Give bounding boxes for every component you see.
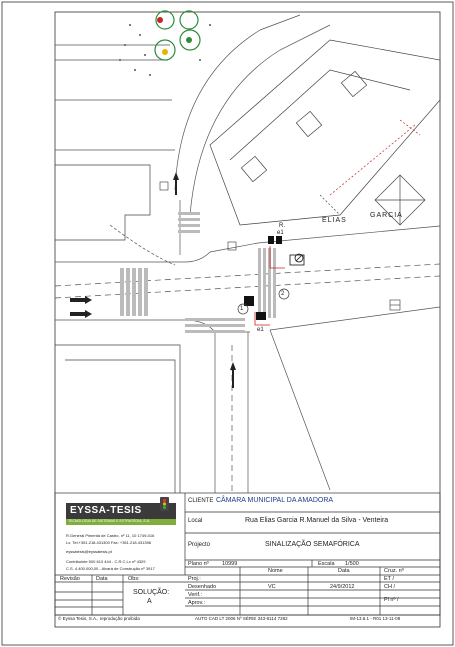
desenhado-data: 24/9/2012 (330, 584, 355, 590)
company-phone: Lx. Tel:+351.218.431300 Fax: +351.218.431396 (66, 540, 152, 545)
local-label: Local (188, 518, 203, 524)
crosswalks (120, 212, 276, 333)
footer-software: AUTO CAD LT 2006 Nº SÉRIE 343-8114 7282 (195, 616, 288, 621)
marker-2-label: 2 (281, 291, 285, 297)
solucao-label: SOLUÇÃO: (133, 589, 170, 596)
ch-label: CH / (384, 584, 395, 590)
trees (119, 11, 211, 76)
verif-label: Verif.: (188, 592, 203, 598)
projecto-value: SINALIZAÇÃO SEMAFÓRICA (265, 541, 360, 548)
signal-head-top (268, 236, 274, 244)
escala-label: Escala (318, 561, 335, 567)
crosswalk-bottom (185, 318, 245, 333)
crosswalk-left (120, 268, 148, 316)
data-label: Data (96, 576, 108, 582)
projecto-label: Projecto (188, 542, 211, 548)
footer-copyright: © Eyssa Tesis, S.A., reprodução proibida (58, 616, 140, 621)
upper-curved-road (55, 15, 330, 215)
aprov-label: Aprov.: (188, 600, 206, 606)
plano-label: Plano nº (188, 561, 209, 567)
signal-label-e1-bottom: e1 (257, 327, 264, 333)
footer-code: IM-13.6.1 - R01 13-11-08 (350, 616, 401, 621)
pl-label: Pl nº / (384, 597, 399, 603)
desenhado-label: Desenhado (188, 584, 217, 590)
solucao-value: A (147, 598, 152, 605)
lane-arrows (70, 172, 236, 388)
company-email: eyssatesis@eyssatesis.pt (66, 549, 112, 554)
proj-label: Proj.: (188, 576, 201, 582)
road-edges (55, 200, 440, 493)
street-label-left: ELIAS (322, 217, 347, 224)
company-tagline: TECNOLOGIA DE SISTEMAS E ESTRATÉGIA, S.A. (68, 519, 151, 523)
street-label-right: GARCIA (370, 212, 403, 219)
building-block (210, 40, 440, 225)
desenhado-nome: VC (268, 584, 276, 590)
crosswalk-right (258, 248, 276, 318)
plano-value: 10999 (222, 561, 238, 567)
left-building (55, 165, 180, 493)
revisao-label: Revisão (60, 576, 80, 582)
company-address: R.General Pimenta de Castro, nº 11, 10 1749-016 (66, 533, 155, 538)
col-data: Data (338, 568, 350, 574)
company-capital: C.S. 4.400.000,00 - Alvará de Construção nº 3917 (66, 566, 155, 571)
client-label: CLIENTE (188, 498, 214, 504)
signal-label-e1-top: e1 (277, 230, 284, 236)
crosswalk-top (178, 212, 200, 233)
company-name: EYSSA-TESIS (70, 505, 142, 516)
marker-1-label: 1 (240, 306, 244, 312)
client-value: CÂMARA MUNICIPAL DA AMADORA (216, 497, 334, 504)
col-nome: Nome (268, 568, 283, 574)
et-label: ET / (384, 576, 394, 582)
escala-value: 1/500 (345, 561, 359, 567)
cruz-label: Cruz. nº (384, 568, 404, 574)
obs-label: Obs: (128, 576, 140, 582)
local-value: Rua Elias Garcia R.Manuel da Silva - Venteira (245, 517, 389, 524)
company-nif: Contribuinte 500 613 444 - C.R.C.Lx nº 4329 (66, 559, 146, 564)
signal-label-r: R. (279, 223, 285, 229)
